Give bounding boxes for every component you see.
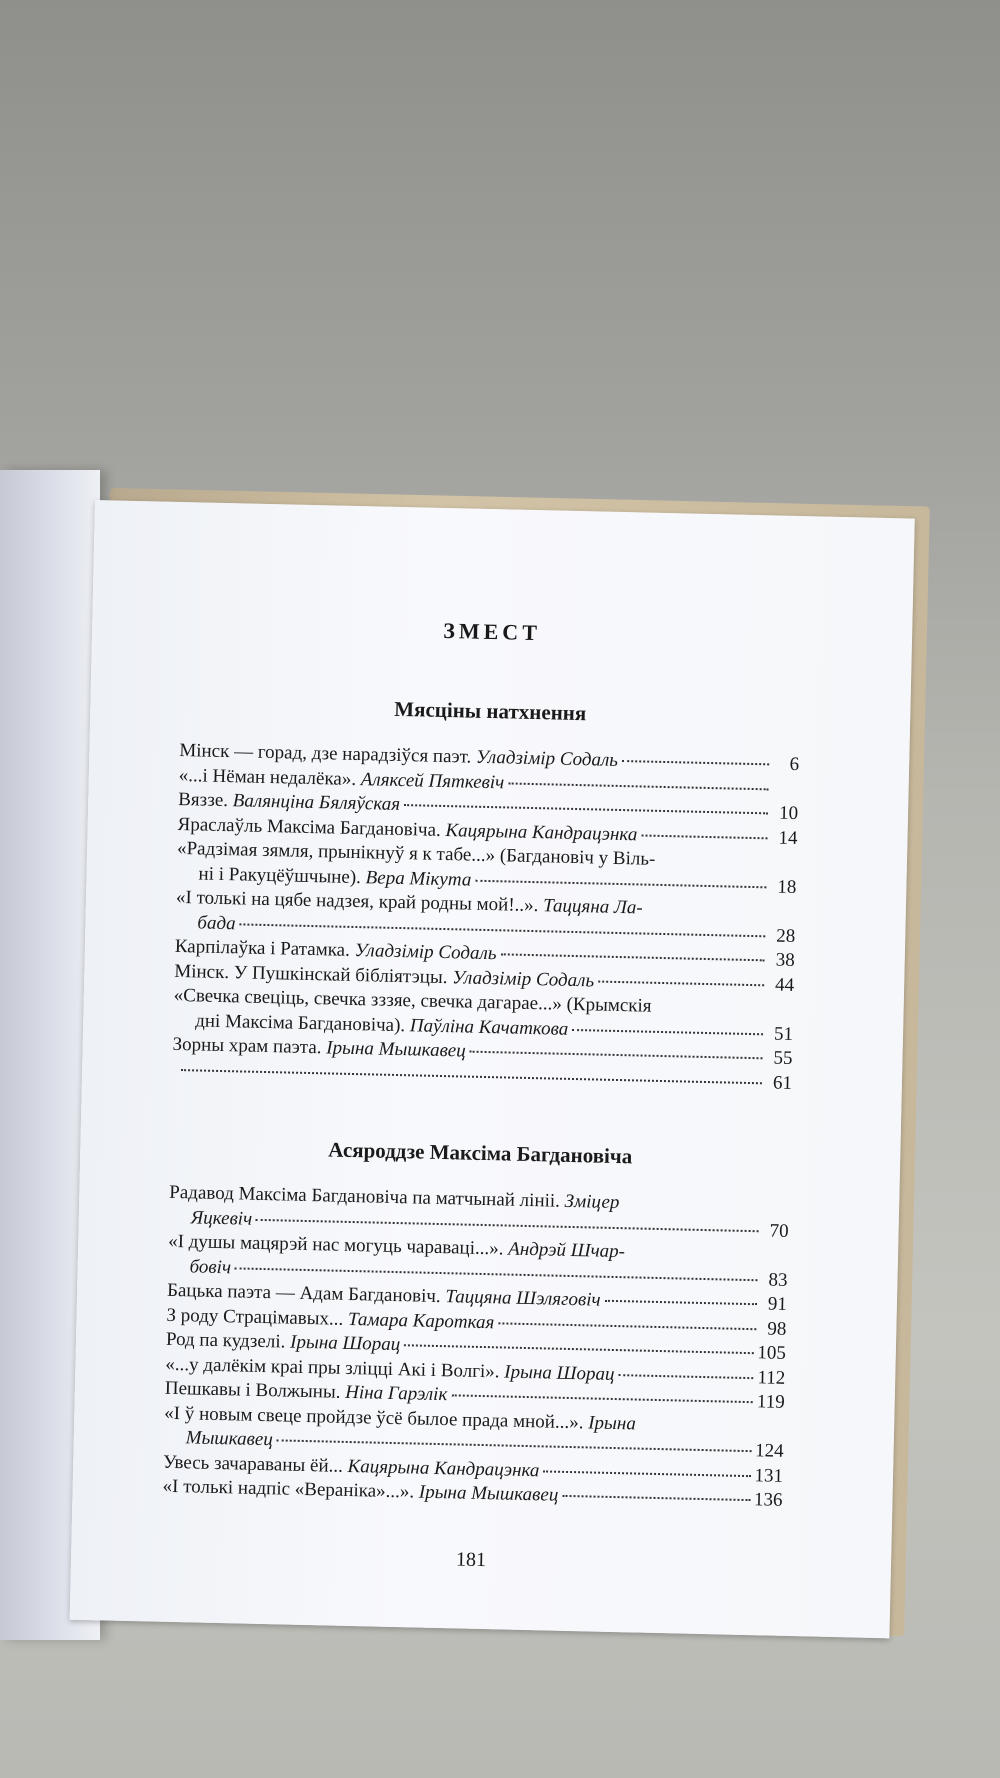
- entry-author-continued: Мышкавец: [185, 1427, 274, 1451]
- entry-page: 91: [767, 1293, 788, 1315]
- entry-title: Увесь зачараваны ёй...: [162, 1451, 344, 1477]
- entry-title: Мінск — горад, дзе нарадзіўся паэт.: [179, 739, 472, 768]
- entry-title: Вяззе.: [177, 788, 229, 812]
- entry-author: Кацярына Кандрацэнка: [347, 1455, 540, 1481]
- book-page: [70, 500, 915, 1638]
- entry-title: З роду Страцімавых...: [166, 1304, 344, 1330]
- leader-dots: [605, 1300, 757, 1305]
- leader-dots: [181, 1069, 762, 1084]
- entry-author: Таццяна Ла-: [542, 895, 643, 919]
- leader-dots: [498, 1322, 756, 1330]
- leader-dots: [451, 1394, 753, 1403]
- entry-title: «І душы мацярэй нас могуць чараваці...».: [167, 1230, 504, 1260]
- entry-page: 6: [789, 753, 800, 776]
- entry-page: 51: [773, 1023, 794, 1045]
- entry-author: Вера Мікута: [365, 866, 472, 891]
- leader-dots: [562, 1495, 750, 1501]
- entry-title: Бацька паэта — Адам Багдановіч.: [166, 1279, 441, 1308]
- entry-page: 131: [754, 1464, 784, 1487]
- contents-title: ЗМЕСТ: [443, 617, 542, 646]
- entry-author: Ірына Шорац: [289, 1331, 401, 1356]
- entry-author: Ірына Шорац: [504, 1361, 615, 1385]
- entry-page: 28: [776, 925, 796, 947]
- entry-page: 38: [775, 949, 795, 971]
- entry-page: 70: [769, 1219, 789, 1242]
- entry-author-continued: Яцкевіч: [190, 1206, 253, 1230]
- entry-page: 98: [767, 1317, 787, 1340]
- entry-author: Андрэй Шчар-: [508, 1238, 626, 1263]
- entry-title: Яраслаўль Максіма Багдановіча.: [177, 813, 442, 841]
- entry-author-continued: бовіч: [189, 1255, 232, 1278]
- entry-title-continued: ні і Ракуцёўшчыне).: [198, 862, 362, 888]
- entry-page: 83: [768, 1268, 788, 1291]
- leader-dots: [235, 1267, 758, 1281]
- entry-title: Радавод Максіма Багдановіча па матчынай лініі.: [169, 1181, 561, 1212]
- entry-author: Ірына: [587, 1411, 637, 1435]
- leader-dots: [500, 953, 764, 961]
- entry-title-continued: дні Максіма Багдановіча).: [194, 1009, 406, 1036]
- entry-author: Тамара Кароткая: [347, 1308, 495, 1333]
- leader-dots: [641, 834, 767, 839]
- table-of-contents: [162, 612, 802, 1572]
- entry-page: 10: [778, 802, 799, 825]
- entry-title: Мінск. У Пушкінскай бібліятэцы.: [174, 960, 448, 988]
- entry-author: Валянціна Бяляўская: [232, 790, 401, 815]
- section-heading: Мясціны натхнення: [394, 696, 587, 726]
- leader-dots: [572, 1028, 763, 1034]
- entry-page: 112: [757, 1366, 786, 1389]
- entry-author: Уладзімір Содаль: [475, 746, 619, 771]
- leader-dots: [598, 980, 764, 986]
- entry-title: «І ў новым свеце пройдзе ўсё былое прада мной...».: [164, 1402, 584, 1433]
- entry-author-continued: бада: [197, 911, 236, 934]
- contents-sections: [162, 692, 800, 1513]
- entry-title: «...і Нёман недалёка».: [178, 764, 357, 790]
- entry-author: Ніна Гарэлік: [345, 1381, 448, 1406]
- entry-author: Уладзімір Содаль: [451, 966, 595, 991]
- entry-title: Пешкавы і Волжыны.: [164, 1377, 341, 1403]
- entry-author: Кацярына Кандрацэнка: [445, 819, 638, 845]
- entry-page: 18: [777, 876, 797, 898]
- leader-dots: [256, 1218, 758, 1231]
- leader-dots: [404, 1344, 753, 1354]
- leader-dots: [622, 760, 769, 765]
- entry-author: Паўліна Качаткова: [409, 1014, 569, 1040]
- entry-title: «І толькі на цябе надзея, край родны мой!..».: [175, 886, 539, 917]
- entry-author: Ірына Мышкавец: [326, 1037, 466, 1062]
- entry-author: Уладзімір Содаль: [354, 940, 497, 965]
- entry-title: «Радзімая зямля, прынікнуў я к табе...» (Багдановіч у Віль-: [176, 837, 656, 870]
- leader-dots: [618, 1374, 753, 1379]
- leader-dots: [475, 879, 766, 888]
- section-heading: Асяроддзе Максіма Багдановіча: [328, 1137, 633, 1169]
- entry-author: Таццяна Шэляговіч: [445, 1286, 601, 1311]
- entry-page: 14: [778, 827, 798, 849]
- entry-author: Ірына Мышкавец: [418, 1481, 559, 1506]
- entry-page: 124: [754, 1440, 784, 1462]
- leader-dots: [277, 1439, 751, 1452]
- entry-page: 61: [772, 1072, 793, 1094]
- entry-page: 136: [753, 1489, 783, 1511]
- entry-page: 119: [756, 1391, 785, 1413]
- leader-dots: [470, 1051, 763, 1060]
- entry-author: Аляксей Пяткевіч: [360, 768, 505, 793]
- leader-dots: [240, 923, 766, 937]
- page-number: 181: [455, 1548, 487, 1572]
- entry-page: 44: [774, 974, 795, 996]
- entry-title: «Свечка свеціць, свечка зззяе, свечка дагарае...» (Крымскія: [173, 984, 652, 1017]
- entry-title: «...у далёкім краі пры зліцці Акі і Волгі».: [165, 1353, 500, 1382]
- entry-page: 105: [757, 1342, 787, 1364]
- entry-author: Зміцер: [564, 1190, 620, 1214]
- entry-page: [773, 794, 799, 795]
- entry-title: Карпілаўка і Ратамка.: [174, 935, 351, 961]
- entry-page: 55: [773, 1047, 793, 1069]
- entry-title: «І толькі надпіс «Вераніка»...».: [162, 1475, 415, 1503]
- entry-title: Род па кудзелі.: [165, 1328, 286, 1353]
- entry-title: Зорны храм паэта.: [172, 1033, 322, 1059]
- leader-dots: [404, 804, 768, 814]
- leader-dots: [543, 1470, 750, 1477]
- leader-dots: [508, 782, 768, 790]
